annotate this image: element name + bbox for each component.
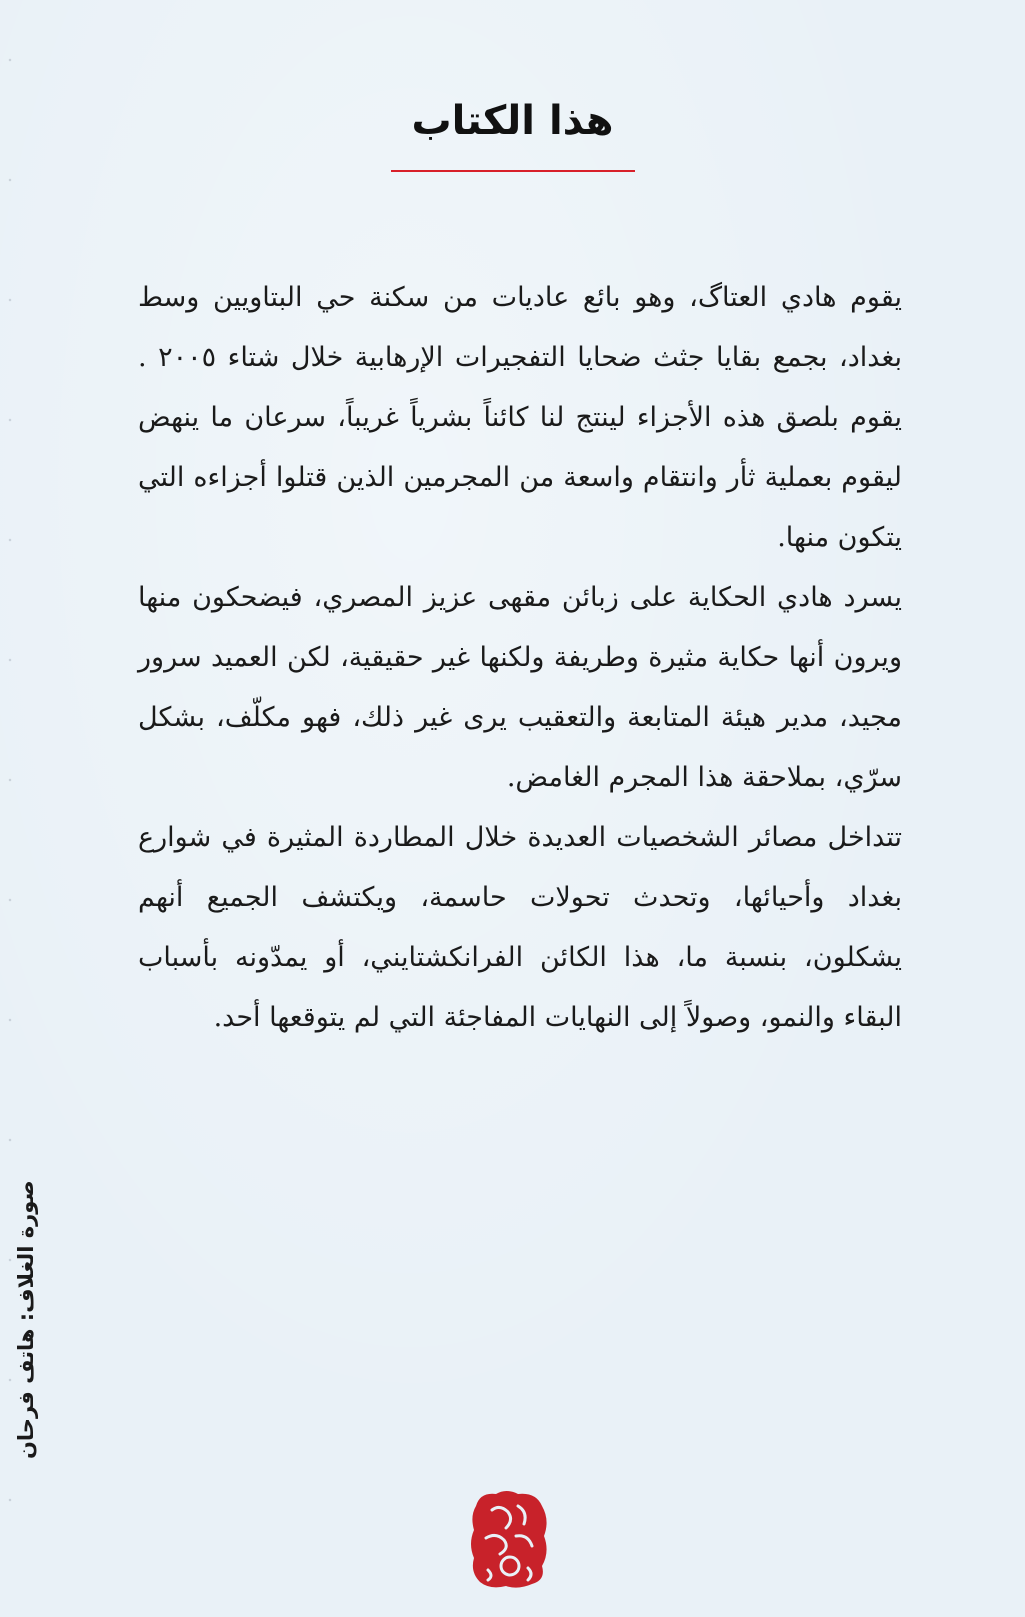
spine-texture <box>8 0 12 1617</box>
blurb-paragraph-3: تتداخل مصائر الشخصيات العديدة خلال المطاردة المثيرة في شوارع بغداد وأحيائها، وتحدث تحولات حاسمة، ويكتشف الجميع أنهم يشكلون، بنسبة ما، هذا الكائن الفرانكشتايني، أو يمدّونه بأسباب البقاء والنمو، وصولاً إلى النهايات المفاجئة التي لم يتوقعها أحد. <box>138 822 902 1033</box>
blurb-paragraph-2: يسرد هادي الحكاية على زبائن مقهى عزيز المصري، فيضحكون منها ويرون أنها حكاية مثيرة وطريفة ولكنها غير حقيقية، لكن العميد سرور مجيد، مدير هيئة المتابعة والتعقيب يرى غير ذلك، فهو مكلّف، بشكل سرّي، بملاحقة هذا المجرم الغامض. <box>138 582 902 793</box>
blurb-text <box>138 268 902 1048</box>
title-underline <box>391 170 635 172</box>
page-title: هذا الكتاب <box>411 98 614 144</box>
cover-photo-credit: صورة الغلاف: هاتف فرحان <box>14 1180 38 1459</box>
blurb-paragraph-1: يقوم هادي العتاگ، وهو بائع عاديات من سكنة حي البتاويين وسط بغداد، بجمع بقايا جثث ضحايا التفجيرات الإرهابية خلال شتاء ٢٠٠٥ . يقوم بلصق هذه الأجزاء لينتج لنا كائناً بشرياً غريباً، سرعان ما ينهض ليقوم بعملية ثأر وانتقام واسعة من المجرمين الذين قتلوا أجزاءه التي يتكون منها. <box>138 282 903 553</box>
publisher-logo-icon <box>466 1486 552 1590</box>
